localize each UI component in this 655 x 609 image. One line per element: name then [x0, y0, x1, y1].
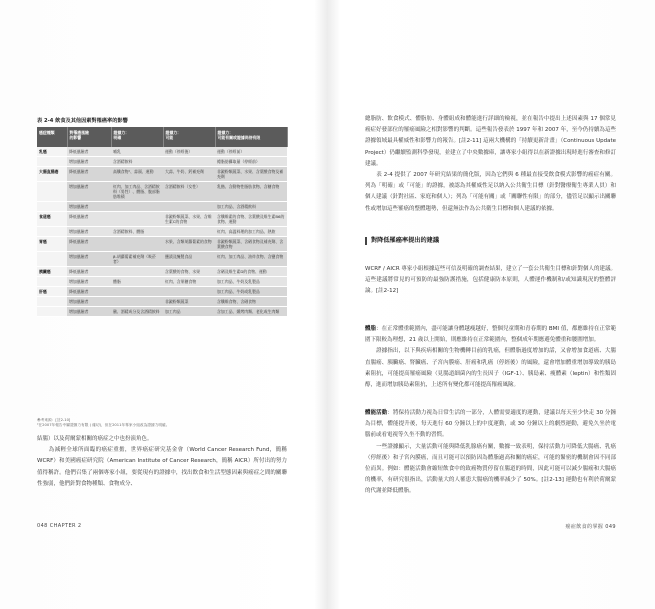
table-cell: [111, 297, 163, 307]
section-heading: 對降低罹癌率提出的建議: [365, 237, 622, 245]
table-cell: 含加工品、燻烤肉類、老化或生肉類: [215, 307, 287, 317]
table-cell: 增加風險者: [67, 297, 111, 307]
table-caption: 表 2-4 飲食及其他因素對罹癌率的影響: [37, 118, 128, 124]
table-cell: 含酒精飲料: [111, 157, 163, 167]
table-cell: 乳癌: [37, 147, 67, 157]
table-cell: 乳酪、含動物性脂肪食物、含糖食物: [215, 182, 287, 202]
table-cell: 增加風險者: [67, 227, 111, 237]
table-cell: 水果、含類胡蘿蔔素的食物: [163, 237, 215, 252]
table-cell: 降低風險者: [67, 287, 111, 297]
table-row: [37, 277, 287, 287]
table-cell: β-胡蘿蔔素補充劑（吸菸者）: [111, 252, 163, 267]
table-cell: 增加風險者: [67, 157, 111, 167]
paragraph: 為減輕全球所面臨的癌症重擔，世界癌症研究基金會（World Cancer Research Fund，簡稱 WCRF）和美國癌症研究院（American Institute of Cancer Research，簡稱 AICR）所付出的努力值得稱許。他們召集了兩個專家小組，要從現有的證據中，找出飲食和生活型態因素與癌症之間的關聯性強弱，他們針對食物種類、食物成分、: [37, 447, 287, 487]
table-cell: 肝癌: [37, 287, 67, 297]
table-row: [37, 237, 287, 252]
table-cell: 加工肉品: [163, 307, 215, 317]
table-cell: 運動（停經後）: [163, 147, 215, 157]
table-row: [37, 252, 287, 267]
table-cell: [37, 252, 67, 267]
table-cell: 哺乳: [111, 147, 163, 157]
recommendation-body-fat: [365, 324, 616, 391]
left-page: [0, 0, 327, 609]
table-cell: 含酒精飲料、體脂: [111, 227, 163, 237]
table-cell: [111, 237, 163, 252]
table-header-row: [37, 127, 287, 147]
table-cell: 含酒精飲料（女性）: [163, 182, 215, 202]
table-row: [37, 147, 287, 157]
table-cell: [111, 202, 163, 212]
table-cell: 胃癌: [37, 237, 67, 252]
recommendation-lead: 體脂: [365, 326, 377, 332]
paragraph: 總脂肪、飲食模式、體脂肪、身體組成和體能進行詳細的檢視，並在報告中提出上述因素與 17 個常見癌症好發部位的罹癌風險之相對影響的判斷。這些報告發表於 1997 年和 2007 年，至今仍持續為這些證據領域最具權威性和影響力的報告。[註2-11] 這兩大機構的「持續更新計畫」（Continuous Update Project）仍繼續監測科學發現，並建立了中央數據庫，讓專家小組得以在新證據出現時進行審查和修訂建議。: [365, 116, 616, 167]
table-cell: 含硒及維生素D的食物、運動: [215, 267, 287, 277]
table-cell: 增加風險者: [67, 252, 111, 267]
header-cancer-type: 癌症種類: [37, 127, 67, 147]
table-cell: 紅肉、含果糖食物: [163, 277, 215, 287]
table-row: [37, 287, 287, 297]
table-row: [37, 167, 287, 182]
table-cell: [37, 202, 67, 212]
table-cell: [37, 277, 67, 287]
table-cell: [163, 202, 215, 212]
table-cell: 鹽漬及醃製食品: [163, 252, 215, 267]
section-intro: [365, 264, 616, 298]
table-cell: 體脂: [111, 277, 163, 287]
table-row: [37, 212, 287, 227]
table-row: [37, 202, 287, 212]
table-cell: [111, 287, 163, 297]
table-cell: 黴、酒精成分及含酒精飲料: [111, 307, 163, 317]
table-row: [37, 182, 287, 202]
recommendation-text: ：將保持活動力視為日常生活的一部分，人體需要適度的運動，建議以每天至少快走 30 分鐘為目標，體能提升後，每天進行 60 分鐘以上的中度運動，或 30 分鐘以上的劇烈運動，避免久坐於電腦前或看電視等久坐不動的習慣。 一些證據顯示，大量活動可能與降低乳腺癌有關，數據一致表明，保持活動力可降低大腸癌、乳癌（停經後）和子宮內膜癌，而且可能可以預防因為體脂過高和關的癌症，可能的緊密的機制會因不同部位而異。例如：體能活動會縮短飲食中的致癌物質停留在腸道的時間，因此可能可以減少腸癌和大腸癌的機率，有研究很指出，活動量大的人罹患大腸癌的機率減少了 50%。[註2-13] 運動也有利於荷爾蒙的代謝並降低體脂。: [365, 410, 616, 495]
table-cell: [163, 157, 215, 167]
table-row: [37, 297, 287, 307]
table-notes: [37, 418, 287, 428]
table-cell: 加工肉品、牛奶及乳製品: [215, 277, 287, 287]
table-cell: 大蒜、牛奶、鈣補充劑: [163, 167, 215, 182]
table-cell: [37, 157, 67, 167]
recommendation-paragraph: [365, 324, 616, 391]
table-cell: 含葉酸的食物、水果: [163, 267, 215, 277]
table-cell: 含纖維食物、含硒食物: [215, 297, 287, 307]
table-cell: 非澱粉類蔬菜、含硒食物及補充劑、含葉酸食物: [215, 237, 287, 252]
table-row: [37, 267, 287, 277]
header-evidence-probable: 證據力： 可能: [163, 127, 215, 147]
table-source-note: 參考來源：[註2-10]: [37, 418, 71, 422]
table-cell: 加工肉品、牛奶或乳製品: [215, 287, 287, 297]
table-cell: 高纖食物¹、蒜頭、運動: [111, 167, 163, 182]
paragraph: 表 2-4 提供了 2007 年研究結果的簡化版，因為它們與 6 種最直接受飲食模式影響的癌症有關。列為「明確」或「可能」的證據，被認為其權威性足以納入公共衛生目標（針對醫療衛生專業人員）和個人建議（針對社區、家庭和個人）；列為「可能有關」或「關聯性有限」的部分，儘管足以顯示出關聯性或增加這些罹癌的整體趨勢，但還無法作為公共衛生目標和個人建議的依據。: [365, 172, 616, 212]
table-cell: 非澱粉類蔬菜: [163, 297, 215, 307]
recommendation-lead: 體能活動: [365, 410, 388, 416]
table-cell: 紅肉、高溫料理的加工肉品、熱飲: [215, 227, 287, 237]
table-cell: 降低風險者: [67, 267, 111, 277]
table-cell: 紅肉、加工肉品、油炸食物、含鹽食物: [215, 252, 287, 267]
table-row: [37, 157, 287, 167]
recommendation-text: ：在正常體重範圍內，盡可能讓身體越瘦越好，整個兒童期和青春期的 BMI 值，都應維持在正常範圍下限較為理想，21 歲以上開始，則應維持在正常範圍內，整個成年期應避免體重和腰圍增加。 證據指出，以下與疾病相關的生物機轉目前的乳癌，但體脂過度增加的話，又會增加食道癌、大腸直腸癌、胰臟癌、腎臟癌、子宮內膜癌、肝癌和乳癌（停經後）的風險，還會增加體重增加導致的胰島素阻抗，可能提高罹癌風險（見腸道細菌內的生長因子（IGF-1）、胰島素、瘦體素（leptin）和性類固醇，進而增加胰島素阻抗，上述所有變化都可能提高罹癌風險。: [365, 326, 616, 389]
table-cell: [37, 307, 67, 317]
table-cell: 胰臟癌: [37, 267, 67, 277]
table-cell: 增加風險者: [67, 182, 111, 202]
table-row: [37, 307, 287, 317]
table-cell: 紅肉、加工肉品、含酒精飲料（男性）、體脂、腹部脂肪堆積: [111, 182, 163, 202]
paragraph: WCRF / AICR 專家小組根據這些可信及明確的調查結果，建立了一套公共衛生目標和針對個人的建議。這些建議將常見的可預防的最強防護措施，包括健康防本原則，人體運作機制和/或知識現況的整體評論。[註2-12]: [365, 266, 616, 295]
table-cell: 非澱粉類蔬菜、水果、含葉酸食物及補充劑: [215, 167, 287, 182]
table-cell: [37, 297, 67, 307]
table-cell: 增加風險者: [67, 307, 111, 317]
header-risk-effect: 對罹癌風險 的影響: [67, 127, 111, 147]
table-cell: 總脂肪攝取量（停經前）: [215, 157, 287, 167]
table-cell: 降低風險者: [67, 167, 111, 182]
cancer-risk-table: [37, 127, 288, 317]
table-cell: 非澱粉類蔬菜、水果、含維生素C的食物: [163, 212, 215, 227]
table-cell: [163, 287, 215, 297]
table-cell: [37, 227, 67, 237]
table-cell: 降低風險者: [67, 147, 111, 157]
table-cell: 食道癌: [37, 212, 67, 227]
paragraph: 結腸）以及荷爾蒙相關的癌症之中也扮演角色。: [37, 436, 153, 442]
table-cell: [111, 267, 163, 277]
recommendation-paragraph: [365, 408, 616, 498]
right-page: [328, 0, 655, 609]
left-page-footer: 048 CHAPTER 2: [37, 523, 82, 529]
table-cell: 降低風險者: [67, 212, 111, 227]
table-cell: [163, 227, 215, 237]
table-cell: 大腸直腸癌: [37, 167, 67, 182]
left-body-text: [37, 434, 287, 490]
table-cell: [111, 212, 163, 227]
right-top-text: [365, 114, 616, 215]
table-cell: [37, 182, 67, 202]
table-footnote: ²在2007年報告中屬證據力有限 ( 確切)，但在2011年專家小組改為證據力明確。: [37, 423, 170, 427]
table-cell: 降低風險者: [67, 237, 111, 252]
recommendation-physical-activity: [365, 408, 616, 498]
table-row: [37, 227, 287, 237]
table-cell: 運動（停經前）: [215, 147, 287, 157]
table-cell: 加工肉品、含酒精飲料: [215, 202, 287, 212]
header-evidence-limited: 證據力： 可能有關或證據尚待有限: [215, 127, 287, 147]
table-cell: 含纖維素的食物、含葉酸及維生素B6的食物、運動: [215, 212, 287, 227]
table-cell: 增加風險者: [67, 202, 111, 212]
header-evidence-convincing: 證據力： 明確: [111, 127, 163, 147]
table-cell: 增加風險者: [67, 277, 111, 287]
right-page-footer: 癌症飲食的掌握 049: [565, 524, 616, 530]
